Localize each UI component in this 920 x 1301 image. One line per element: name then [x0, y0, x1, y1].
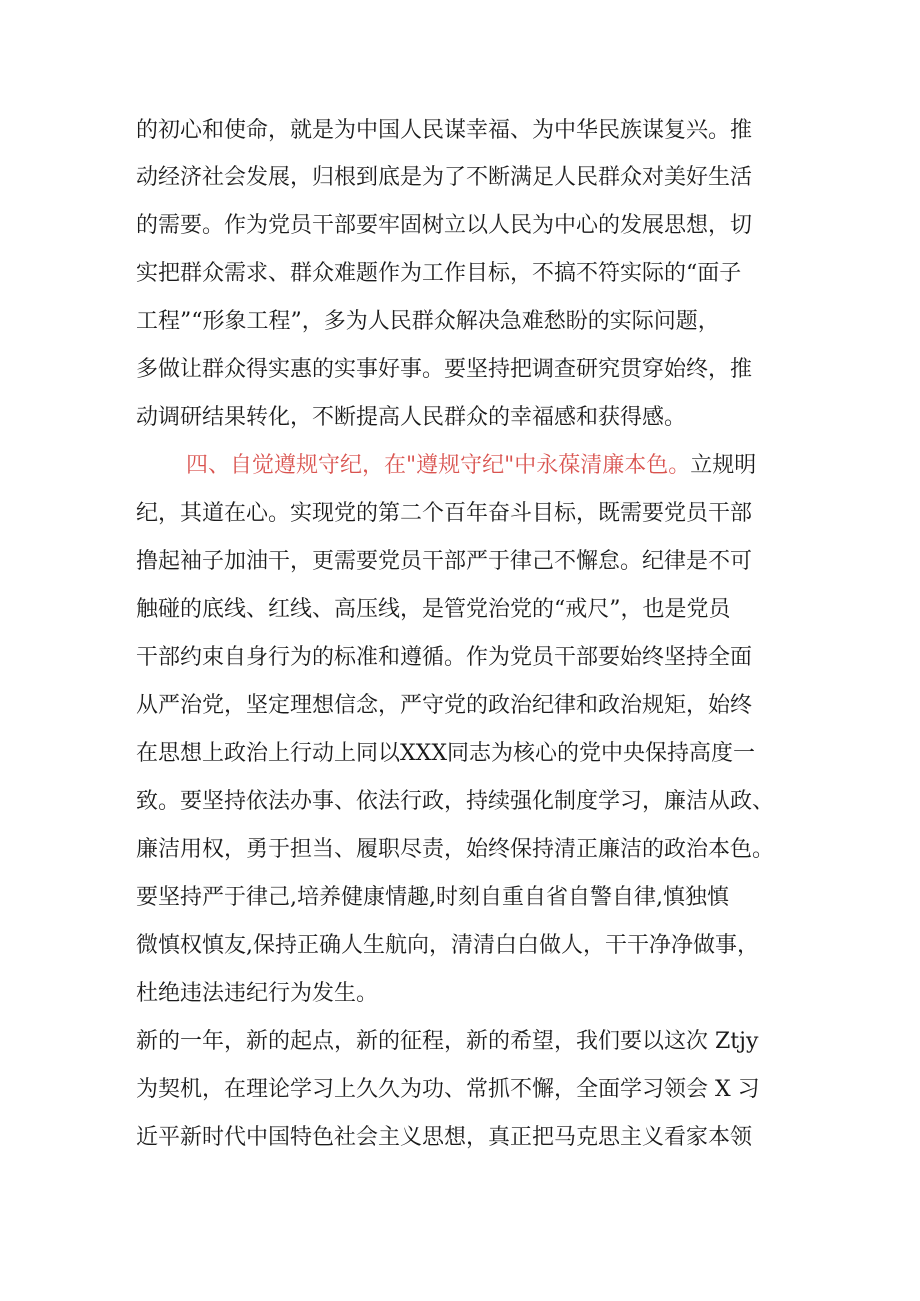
body-line-7: 动调研结果转化，不断提高人民群众的幸福感和获得感。 [136, 405, 687, 430]
body-line-19: 新的一年，新的起点，新的征程，新的希望，我们要以这次 Ztjy [136, 1029, 759, 1054]
section-four-lead: 立规明 [690, 453, 757, 478]
body-line-18: 杜绝违法违纪行为发生。 [136, 981, 379, 1006]
body-line-21: 近平新时代中国特色社会主义思想，真正把马克思主义看家本领 [136, 1125, 753, 1150]
body-line-5: 工程”“形象工程”，多为人民群众解决急难愁盼的实际问题， [136, 309, 720, 334]
body-line-16: 要坚持严于律己,培养健康情趣,时刻自重自省自警自律,慎独慎 [136, 885, 729, 910]
body-line-9: 撸起袖子加油干，更需要党员干部严于律己不懈怠。纪律是不可 [136, 549, 753, 574]
body-line-3: 的需要。作为党员干部要牢固树立以人民为中心的发展思想，切 [136, 213, 753, 238]
body-line-14: 致。要坚持依法办事、依法行政，持续强化制度学习，廉洁从政、 [136, 789, 775, 814]
body-line-11: 干部约束自身行为的标准和遵循。作为党员干部要始终坚持全面 [136, 645, 753, 670]
section-four-heading: 四、自觉遵规守纪，在"遵规守纪"中永葆清廉本色。 [186, 453, 691, 478]
body-line-13: 在思想上政治上行动上同以XXX同志为核心的党中央保持高度一 [136, 741, 755, 766]
body-line-1: 的初心和使命，就是为中国人民谋幸福、为中华民族谋复兴。推 [136, 118, 753, 143]
body-line-4: 实把群众需求、群众难题作为工作目标，不搞不符实际的“面子 [136, 261, 742, 286]
body-line-2: 动经济社会发展，归根到底是为了不断满足人民群众对美好生活 [136, 165, 753, 190]
body-line-6: 多做让群众得实惠的实事好事。要坚持把调查研究贯穿始终，推 [136, 357, 753, 382]
body-line-10: 触碰的底线、红线、高压线，是管党治党的“戒尺”，也是党员 [136, 597, 731, 622]
body-line-12: 从严治党，坚定理想信念，严守党的政治纪律和政治规矩，始终 [136, 693, 753, 718]
body-line-20: 为契机，在理论学习上久久为功、常抓不懈，全面学习领会 X 习 [136, 1077, 760, 1102]
body-line-17: 微慎权慎友,保持正确人生航向，清清白白做人，干干净净做事， [136, 933, 759, 958]
body-line-15: 廉洁用权，勇于担当、履职尽责，始终保持清正廉洁的政治本色。 [136, 837, 775, 862]
body-line-8: 纪，其道在心。实现党的第二个百年奋斗目标，既需要党员干部 [136, 501, 753, 526]
section-four-line [186, 451, 756, 481]
